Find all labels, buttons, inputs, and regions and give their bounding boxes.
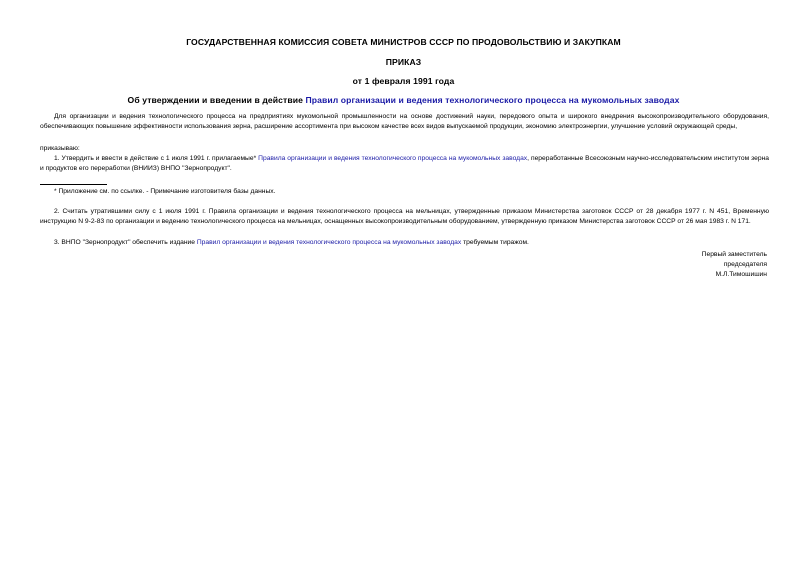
- signature-position-line1: Первый заместитель: [701, 251, 767, 258]
- signature-position-line2: председателя: [723, 261, 767, 268]
- footnote-divider: [40, 184, 107, 185]
- footnote: * Приложение см. по ссылке. - Примечание изготовителя базы данных.: [54, 188, 276, 195]
- intro-paragraph: Для организации и ведения технологического процесса на предприятиях мукомольной промышленности на основе достижений науки, передового опыта и широкого внедрения высокопроизводительного оборудования, обеспечивающих повышение эффективности использования зерна, расширение ассортимента при высоком качестве всех видов выпускаемой продукции, экономию электроэнергии, улучшение условий окружающей среды,: [40, 113, 769, 131]
- item-2: 2. Считать утратившими силу с 1 июля 1991 г. Правила организации и ведения технологического процесса на мельницах, утвержденные приказом Министерства заготовок СССР от 28 декабря 1977 г. N 451, Временную инструкцию N 9-2-83 по организации и ведению технологического процесса на мельницах, оснащенных высокопроизводительным оборудованием, утвержденную приказом Министерства заготовок СССР от 26 мая 1983 г. N 171.: [40, 208, 769, 226]
- signature-name: М.Л.Тимошишин: [715, 271, 767, 278]
- document-type: ПРИКАЗ: [385, 57, 422, 67]
- item-1-prefix: 1. Утвердить и ввести в действие с 1 июля 1991 г. прилагаемые*: [54, 155, 259, 162]
- item-1-suffix: , переработанные Всесоюзным научно-исследовательским институтом зерна и продуктов его переработки (ВНИИЗ) ВНПО "Зернопродукт".: [40, 155, 769, 173]
- commission-heading: ГОСУДАРСТВЕННАЯ КОМИССИЯ СОВЕТА МИНИСТРОВ СССР ПО ПРОДОВОЛЬСТВИЮ И ЗАКУПКАМ: [186, 37, 621, 47]
- document-title: [40, 95, 767, 105]
- item-3-link[interactable]: Правил организации и ведения технологического процесса на мукомольных заводах: [196, 239, 462, 246]
- document-date: от 1 февраля 1991 года: [352, 76, 455, 86]
- item-1: [40, 154, 769, 174]
- item-3-suffix: требуемым тиражом.: [461, 239, 529, 246]
- title-link[interactable]: Правил организации и ведения технологического процесса на мукомольных заводах: [305, 95, 680, 105]
- item-3-prefix: 3. ВНПО "Зернопродукт" обеспечить издание: [54, 239, 197, 246]
- signature-block: [567, 250, 767, 280]
- title-prefix: Об утверждении и введении в действие: [127, 95, 306, 105]
- item-1-link[interactable]: Правила организации и ведения технологического процесса на мукомольных заводах: [258, 155, 528, 162]
- order-word: приказываю:: [40, 145, 80, 152]
- item-3: [40, 238, 769, 248]
